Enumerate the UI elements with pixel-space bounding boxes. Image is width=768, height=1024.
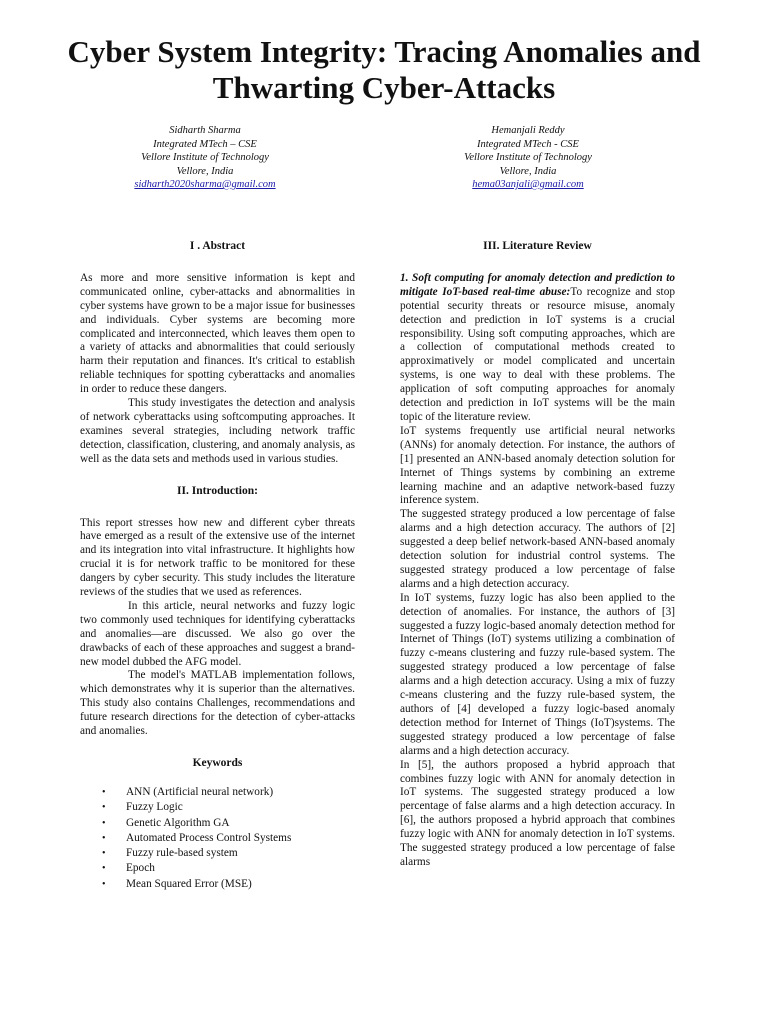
bullet-icon: •	[102, 786, 106, 798]
literature-paragraph: In [5], the authors proposed a hybrid approach that combines fuzzy logic with ANN for anomaly detection in IoT systems. The suggested strategy produced a low percentage of false alarms and a high detection accuracy. In [6], the authors proposed a hybrid approach that combines fuzzy logic with ANN for anomaly detection in IoT systems. The suggested strategy produced a low percentage of false alarms	[400, 758, 675, 868]
author-name: Hemanjali Reddy	[491, 125, 565, 136]
bullet-icon: •	[102, 878, 106, 890]
author-program: Integrated MTech - CSE	[477, 138, 579, 150]
introduction-heading: II. Introduction:	[177, 484, 258, 497]
author-email-link[interactable]: sidharth2020sharma@gmail.com	[134, 179, 276, 190]
list-item: • Automated Process Control Systems	[80, 831, 355, 846]
paper-title: Cyber System Integrity: Tracing Anomalies and Thwarting Cyber-Attacks	[67, 34, 701, 105]
bullet-icon: •	[102, 802, 106, 814]
abstract-paragraph: As more and more sensitive information is kept and communicated online, cyber-attacks and abnormalities in cyber systems have grown to be a major issue for businesses and individuals. Cyber systems are becoming more complicated and interconnected, which leaves them open to a variety of attacks and abnormalities that could seriously harm their reputation and finances. It's critical to establish reliable techniques for spotting cyberattacks and anomalies in order to reduce these dangers.	[80, 271, 355, 396]
bullet-icon: •	[102, 848, 106, 860]
introduction-paragraph: In this article, neural networks and fuzzy logic two commonly used techniques for identifying cyberattacks and anomalies—are discussed. We also go over the drawbacks of each of these approaches and suggest a brand-new model dubbed the AFG model.	[80, 599, 355, 668]
introduction-paragraph: The model's MATLAB implementation follows, which demonstrates why it is superior than the alternatives. This study also contains Challenges, recommendations and future research directions for the detection of cyber-attacks and anomalies.	[80, 669, 355, 738]
literature-heading: III. Literature Review	[483, 240, 592, 252]
introduction-paragraph: This report stresses how new and different cyber threats have emerged as a result of the extensive use of the internet and its integration into vital infrastructure. It highlights how crucial it is for network traffic to be monitored for these dangers by cyber security. This study includes the literature reviews of the studies that we used as references.	[80, 516, 355, 599]
bullet-icon: •	[102, 832, 106, 844]
author-email-link[interactable]: hema03anjali@gmail.com	[472, 179, 584, 190]
keywords-list	[80, 785, 355, 892]
list-item: • Fuzzy rule-based system	[80, 846, 355, 861]
literature-paragraph: 1. Soft computing for anomaly detection and prediction to mitigate IoT-based real-time abuse:To recognize and stop potential security threats or resource misuse, anomaly detection and prediction in IoT systems is a crucial responsibility. Using soft computing approaches, which are a collection of computational methods created to approximatively or model complicated and uncertain systems, is one way to deal with these problems. The application of soft computing approaches for anomaly detection and prediction in IoT systems will be the main topic of the literature review.	[400, 271, 675, 423]
literature-paragraph: In IoT systems, fuzzy logic has also been applied to the detection of anomalies. For instance, the authors of [3] suggested a fuzzy logic-based anomaly detection method for Internet of Things (IoT) systems utilizing a combination of fuzzy c-means clustering and fuzzy rule-based system. The suggested strategy produced a low percentage of false alarms and a high detection accuracy. Using a mix of fuzzy c-means clustering and the fuzzy rule-based system, the authors of [4] developed a fuzzy logic-based anomaly detection method for Internet of Things (IoT)systems. The suggested strategy produced a low percentage of false alarms and a high detection accuracy.	[400, 591, 675, 757]
list-item: • ANN (Artificial neural network)	[80, 785, 355, 800]
author-name: Sidharth Sharma	[169, 125, 241, 136]
subsection-title: 1. Soft computing for anomaly detection and prediction to mitigate IoT-based real-time abuse:	[400, 271, 675, 298]
list-item: • Epoch	[80, 861, 355, 876]
author-program: Integrated MTech – CSE	[153, 138, 257, 150]
keywords-heading: Keywords	[192, 757, 243, 769]
abstract-paragraph: This study investigates the detection and analysis of network cyberattacks using softcomputing approaches. It examines several strategies, including network traffic detection, classification, clustering, and anomaly analysis, as well as the data sets and methods used in various studies.	[80, 397, 355, 465]
right-column	[400, 240, 675, 870]
author-institute: Vellore Institute of Technology	[464, 152, 592, 163]
author-location: Vellore, India	[499, 165, 557, 177]
author-block-1	[75, 124, 335, 192]
left-column	[80, 240, 355, 892]
author-location: Vellore, India	[176, 165, 234, 177]
literature-paragraph: The suggested strategy produced a low percentage of false alarms and a high detection accuracy. The authors of [2] suggested a deep belief network-based ANN-based anomaly detection solution for industrial control systems. The suggested strategy produced a low percentage of false alarms and a high detection accuracy.	[400, 508, 675, 590]
list-item: • Fuzzy Logic	[80, 800, 355, 815]
literature-paragraph: IoT systems frequently use artificial neural networks (ANNs) for anomaly detection. For instance, the authors of [1] presented an ANN-based anomaly detection solution for Internet of Things systems by combining an extreme learning machine and an adaptive network-based fuzzy inference system.	[400, 424, 675, 507]
list-item: • Mean Squared Error (MSE)	[80, 877, 355, 892]
bullet-icon: •	[102, 863, 106, 875]
author-block-2	[398, 124, 658, 192]
bullet-icon: •	[102, 817, 106, 829]
list-item: • Genetic Algorithm GA	[80, 816, 355, 831]
author-institute: Vellore Institute of Technology	[141, 152, 269, 163]
abstract-heading: I . Abstract	[189, 240, 246, 252]
